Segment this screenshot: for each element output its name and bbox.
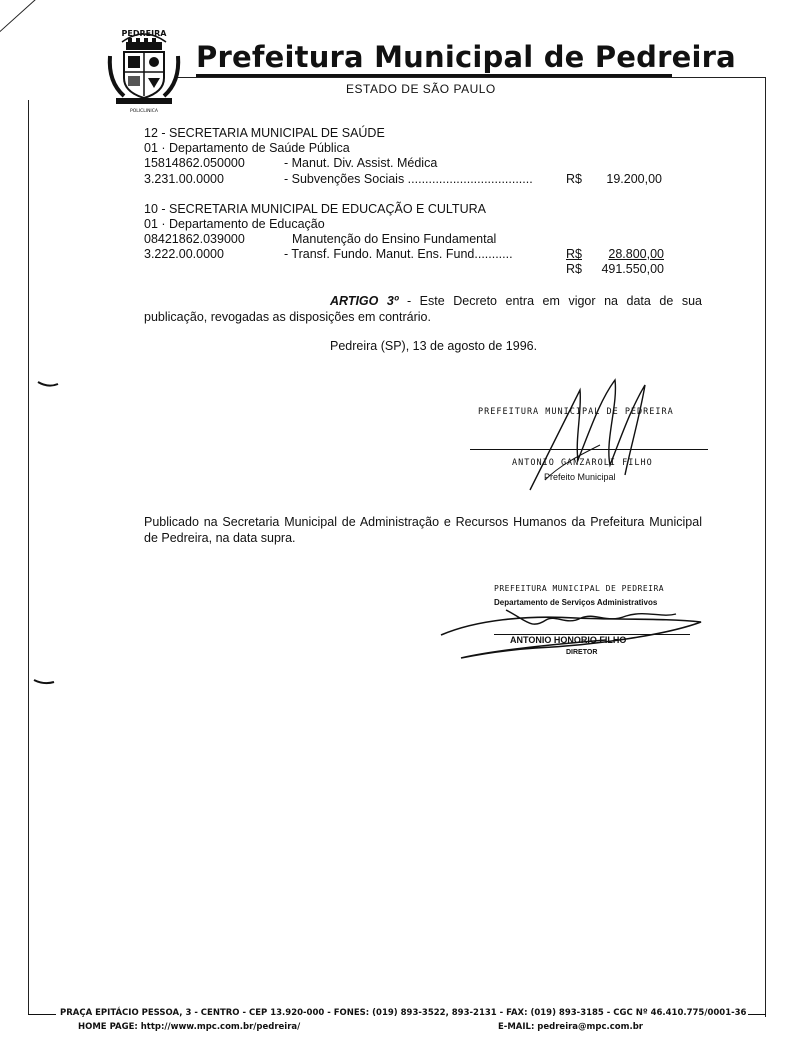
director-department: Departamento de Serviços Administrativos [494, 598, 658, 607]
section-health-department: 01 · Departamento de Saúde Pública [144, 141, 350, 155]
seal-top-text: PEDREIRA [121, 29, 167, 38]
footer-email: E-MAIL: pedreira@mpc.com.br [498, 1022, 643, 1032]
article-label: ARTIGO 3º [330, 294, 399, 308]
mayor-name: ANTONIO GANZAROLI FILHO [512, 458, 653, 468]
total-amount: 491.550,00 [601, 262, 664, 276]
section-education-header: 10 - SECRETARIA MUNICIPAL DE EDUCAÇÃO E CULTURA [144, 202, 486, 216]
publication-paragraph: Publicado na Secretaria Municipal de Administração e Recursos Humanos da Prefeitura Municipal de Pedreira, na data supra. [144, 515, 702, 545]
footer-homepage: HOME PAGE: http://www.mpc.com.br/pedreira/ [78, 1022, 301, 1032]
section-health-row2-desc: - Subvenções Sociais .................................... [284, 172, 533, 186]
section-health-header: 12 - SECRETARIA MUNICIPAL DE SAÚDE [144, 126, 385, 140]
section-health-row1-desc: - Manut. Div. Assist. Médica [284, 156, 438, 170]
letterhead-title: Prefeitura Municipal de Pedreira [196, 40, 736, 74]
section-health-row2-currency: R$ [566, 172, 582, 186]
section-education-row1-desc: Manutenção do Ensino Fundamental [292, 232, 497, 246]
footer-address: PRAÇA EPITÁCIO PESSOA, 3 - CENTRO - CEP 13.920-000 - FONES: (019) 893-3522, 893-2131 - FAX: (019) 893-3185 - CGC Nº 46.410.775/0001-36 [60, 1008, 747, 1018]
section-education-row1-code: 08421862.039000 [144, 232, 245, 246]
section-health-row1-code: 15814862.050000 [144, 156, 245, 170]
total-currency: R$ [566, 262, 582, 276]
municipal-coat-of-arms-icon [104, 22, 184, 114]
section-education-row2-code: 3.222.00.0000 [144, 247, 224, 261]
section-education-row2-amount: 28.800,00 [608, 247, 664, 261]
article-paragraph [144, 293, 702, 325]
title-underline [196, 74, 672, 77]
frame-left-border [28, 100, 29, 1015]
section-education-row2-currency: R$ [566, 247, 582, 261]
date-line: Pedreira (SP), 13 de agosto de 1996. [330, 339, 538, 353]
state-name: ESTADO DE SÃO PAULO [346, 82, 496, 96]
footer-right-rule [748, 1014, 766, 1015]
director-org-stamp: PREFEITURA MUNICIPAL DE PEDREIRA [494, 584, 665, 593]
director-name: ANTONIO HONORIO FILHO [510, 635, 627, 645]
frame-top-border [176, 77, 766, 78]
corner-fold-line [0, 0, 94, 41]
mayor-org-stamp: PREFEITURA MUNICIPAL DE PEDREIRA [478, 407, 674, 417]
section-health-row2-amount: 19.200,00 [606, 172, 662, 186]
margin-mark-icon [32, 676, 56, 686]
section-health-row2-code: 3.231.00.0000 [144, 172, 224, 186]
article-text: - Este Decreto entra em vigor na data de sua publicação, revogadas as disposições em contrário. [144, 294, 702, 324]
mayor-signature-line [470, 449, 708, 450]
section-education-row2-desc: - Transf. Fundo. Manut. Ens. Fund........... [284, 247, 513, 261]
footer-left-rule [28, 1014, 56, 1015]
director-role: DIRETOR [566, 649, 598, 656]
mayor-role: Prefeito Municipal [544, 472, 616, 482]
margin-mark-icon [36, 378, 60, 388]
seal-bottom-text: POLICLINICA [130, 109, 158, 114]
section-education-department: 01 · Departamento de Educação [144, 217, 325, 231]
frame-right-border [765, 77, 766, 1017]
